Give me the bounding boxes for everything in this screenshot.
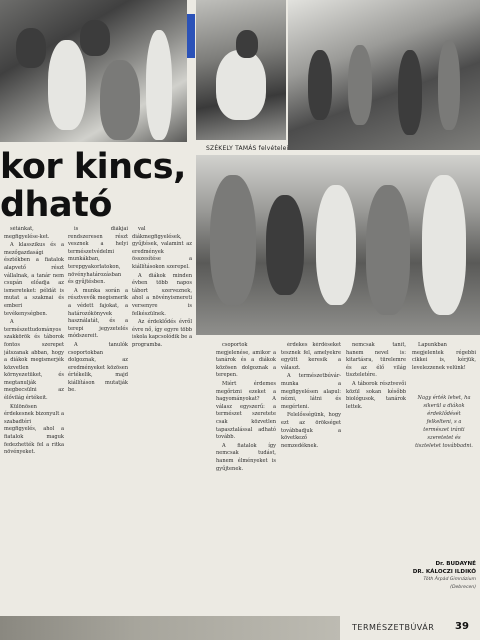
text-column-4 [216, 342, 276, 614]
paragraph: A diákok minden évben több napos tábort szerveznek, ahol a növényismereti versenyre is felkészülnek. [132, 272, 192, 317]
photo-group-field [288, 0, 480, 150]
paragraph: val diákmegfigyelések, gyűjtések, valamint az eredmények összesítése a kiállításokon szerepel. [132, 226, 192, 270]
accent-bar [187, 14, 195, 58]
text-column-5 [281, 342, 341, 614]
sidebar-note [412, 342, 476, 390]
paragraph: A klasszikus és a mezőgazdasági észtékben a fiatalok alapvető részt vállalnak, a tanár nem csupán előadja az ismereteket: példát is mutat a szakmai és emberi tevékenységben. [4, 242, 64, 317]
paragraph: csoportok megjelenése, amikor a tanárok és a diákok közösen dolgoznak a terepen. [216, 342, 276, 379]
headline-line-1: kor kincs, [0, 147, 186, 187]
photo-birdwatchers [0, 0, 187, 142]
page-edge-strip [0, 616, 340, 640]
author-name-1: Dr. BUDAYNÉ [435, 561, 476, 567]
text-column-6 [346, 342, 406, 614]
author-affiliation: Tóth Árpád Gimnázium (Debrecen) [423, 577, 476, 590]
sidebar-note-text: Lapunkban megjelentek régebbi cikkei is, kérjük, levelezzenek velünk! [412, 342, 476, 371]
paragraph: sétánkat, megfigyelése-ket. [4, 226, 50, 240]
photo-field-observation [196, 0, 286, 140]
paragraph: is diákjai rendszeresen részt vesznek a helyi természetvédelmi munkákban, terepgyakorlatokon, növényhatározásban és gyűjtésben. [68, 226, 128, 286]
author-signature [410, 560, 476, 592]
pull-quote: Nagy érték lehet, ha sikerül a diákok érdeklődését felkelteni, s a természet iránti szeretetet és tiszteletet továbbadni. [415, 395, 473, 449]
paragraph: Különösen érdekesnek bizonyult a szabadtéri megfigyelés, ahol a fiatalok maguk fedezhették fel a ritka növényeket. [4, 403, 64, 456]
paragraph: A munka során a résztvevők megismerik a védett fajokat, a határozókönyvek használatát, és a terepi jegyzetelés módszereit. [68, 287, 128, 340]
photo-students-plants [196, 155, 480, 335]
paragraph: Felelősségünk, hogy ezt az örökséget továbbadjuk a következő nemzedéknek. [281, 412, 341, 449]
paragraph: A tanulók csoportokban dolgoznak, az eredményeket közösen értékelik, majd kiállításon mutatják be. [68, 341, 128, 394]
author-name-2: DR. KÁLOCZI ILDIKÓ [412, 569, 476, 575]
paragraph: A természettudományos szakkörök és táborok fontos szerepet játszanak abban, hogy a diákok megismerjék közvetlen környezetüket, és megtanulják megbecsülni az élővilág értékeit. [4, 319, 64, 402]
paragraph: A természetbúvár-munka a megfigyelésen alapul: nézni, látni és megérteni. [281, 373, 341, 410]
paragraph: A fiatalok így nemcsak tudást, hanem élményeket is gyűjtenek. [216, 442, 276, 472]
text-column-2 [68, 226, 128, 614]
paragraph: nemcsak tanít, hanem nevel is: kitartásra, türelemre és az élő világ tiszteletére. [346, 342, 406, 379]
article-headline [0, 148, 196, 224]
photo-credit: SZÉKELY TAMÁS felvételei [206, 145, 289, 152]
text-column-3 [132, 226, 192, 614]
magazine-title: TERMÉSZETBÚVÁR [352, 623, 435, 632]
headline-line-2: dható [0, 185, 112, 225]
page-number: 39 [455, 621, 469, 632]
paragraph: Miért érdemes megőrizni ezeket a hagyományokat? A válasz egyszerű: a természet szeretete csak közvetlen tapasztalással adható tovább. [216, 380, 276, 441]
paragraph: érdekes kérdéseket tesznek fel, amelyekre együtt keresik a választ. [281, 342, 341, 371]
text-column-1 [4, 226, 64, 614]
paragraph: A táborok résztvevői közül sokan később biológusok, tanárok lettek. [346, 380, 406, 410]
paragraph: Az érdeklődés évről évre nő, így egyre több iskola kapcsolódik be a programba. [132, 319, 192, 348]
